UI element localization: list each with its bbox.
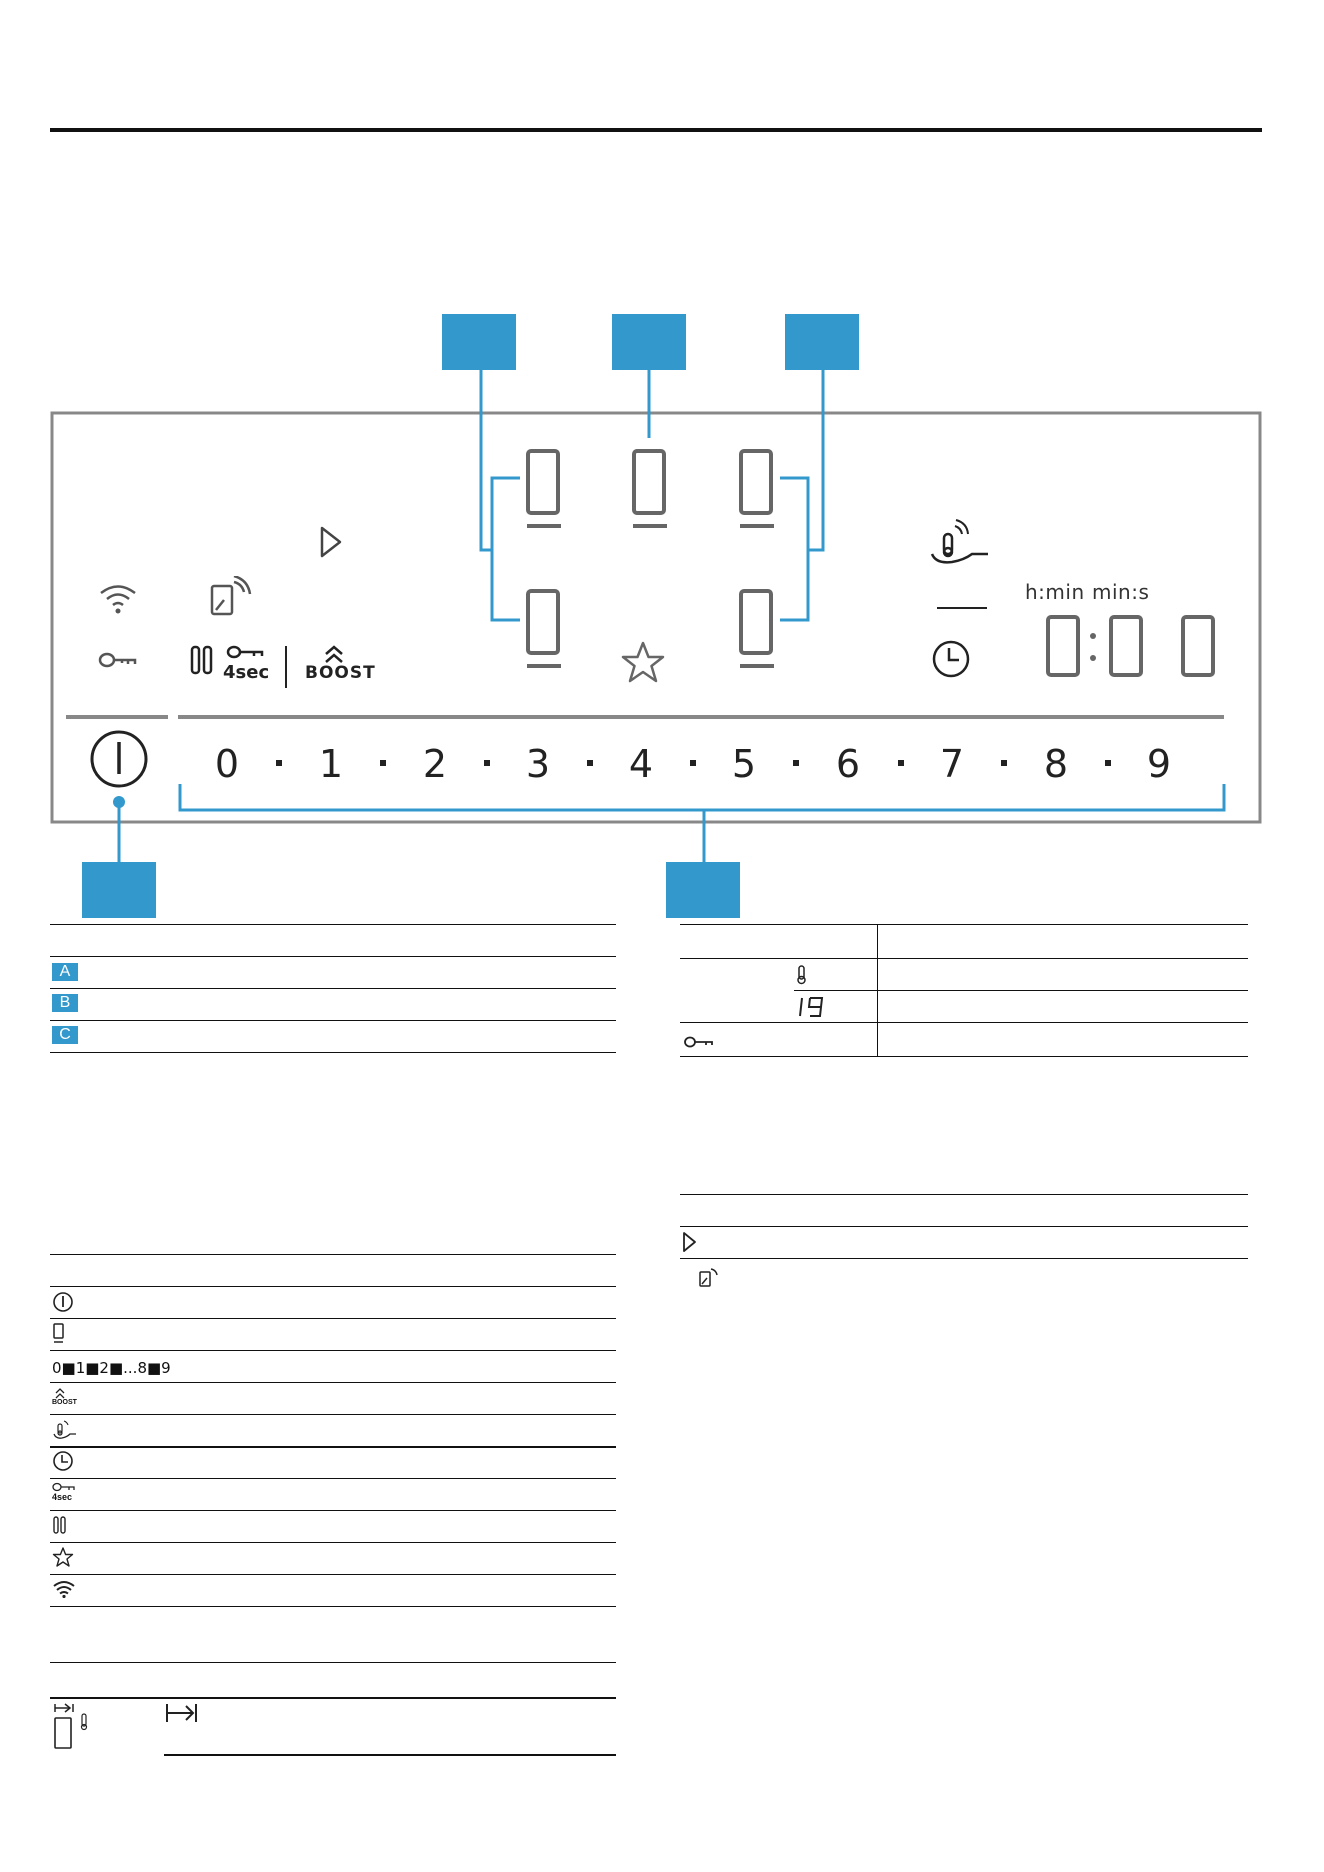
table-rule bbox=[50, 1574, 616, 1575]
key-icon[interactable] bbox=[98, 650, 138, 670]
play-icon[interactable] bbox=[318, 524, 344, 560]
segment-digit-top-3 bbox=[738, 448, 778, 532]
table-rule bbox=[50, 1052, 616, 1053]
wifi-icon bbox=[52, 1580, 76, 1598]
slider-level-8[interactable]: 8 bbox=[1043, 742, 1069, 786]
table-rule bbox=[50, 1606, 616, 1607]
table-rule bbox=[680, 1226, 1248, 1227]
clock-icon[interactable] bbox=[930, 638, 972, 680]
table-rule bbox=[50, 924, 616, 925]
slider-level-3[interactable]: 3 bbox=[525, 742, 551, 786]
key-lock-icon[interactable] bbox=[226, 644, 266, 660]
segment-digit-bottom-2 bbox=[738, 588, 778, 672]
slider-dot bbox=[484, 760, 490, 766]
segment-display-19-icon bbox=[796, 994, 826, 1020]
segment-digit-top-2 bbox=[631, 448, 671, 532]
boost-icon bbox=[52, 1387, 68, 1399]
timer-display bbox=[1045, 614, 1225, 684]
slider-level-2[interactable]: 2 bbox=[422, 742, 448, 786]
slider-dot bbox=[898, 760, 904, 766]
table-rule bbox=[680, 1022, 1248, 1023]
table-rule bbox=[680, 1194, 1248, 1195]
key-lock-icon bbox=[52, 1482, 76, 1492]
table-rule bbox=[50, 1382, 616, 1383]
timer-label-hmin: h:min bbox=[1025, 580, 1085, 604]
table-rule bbox=[50, 1318, 616, 1319]
segment-zero-icon bbox=[52, 1322, 66, 1346]
slider-dot bbox=[276, 760, 282, 766]
boost-chevrons-icon bbox=[323, 644, 345, 664]
table-rule bbox=[50, 1446, 616, 1448]
slider-level-4[interactable]: 4 bbox=[628, 742, 654, 786]
table-rule bbox=[50, 1697, 616, 1699]
key-icon bbox=[683, 1034, 715, 1050]
pause-icon bbox=[52, 1515, 68, 1535]
table-rule bbox=[50, 1414, 616, 1415]
thermometer-icon bbox=[795, 964, 809, 986]
star-icon bbox=[52, 1546, 74, 1568]
slider-level-5[interactable]: 5 bbox=[731, 742, 757, 786]
key-lock-label: 4sec bbox=[223, 662, 270, 683]
slider-level-6[interactable]: 6 bbox=[835, 742, 861, 786]
table-rule bbox=[50, 1020, 616, 1021]
table-rule bbox=[50, 1350, 616, 1351]
phone-connect-icon[interactable] bbox=[208, 576, 252, 620]
table-rule bbox=[50, 1510, 616, 1511]
power-levels-text: 0■1■2■...8■9 bbox=[52, 1359, 171, 1377]
slider-dot bbox=[1105, 760, 1111, 766]
slider-level-7[interactable]: 7 bbox=[939, 742, 965, 786]
table-rule bbox=[50, 1662, 616, 1663]
phone-connect-icon bbox=[698, 1266, 720, 1288]
table-rule bbox=[50, 956, 616, 957]
slider-dot bbox=[793, 760, 799, 766]
slider-level-0[interactable]: 0 bbox=[214, 742, 240, 786]
table-rule bbox=[50, 988, 616, 989]
key-lock-icon-label: 4sec bbox=[52, 1492, 73, 1502]
clock-icon bbox=[52, 1450, 74, 1472]
segment-digit-top-1 bbox=[525, 448, 565, 532]
table-rule bbox=[794, 990, 1248, 991]
timer-label-mins: min:s bbox=[1092, 580, 1150, 604]
slider-dot bbox=[587, 760, 593, 766]
legend-badge-a: A bbox=[52, 963, 78, 981]
slider-level-1[interactable]: 1 bbox=[318, 742, 344, 786]
table-rule bbox=[680, 958, 1248, 959]
boost-label[interactable]: BOOST bbox=[305, 663, 376, 683]
legend-badge-c: C bbox=[52, 1026, 78, 1044]
boost-icon-label: BOOST bbox=[52, 1399, 77, 1406]
table-rule bbox=[680, 1258, 1248, 1259]
legend-badge-b: B bbox=[52, 994, 78, 1012]
table-rule bbox=[164, 1754, 616, 1756]
slider-level-9[interactable]: 9 bbox=[1146, 742, 1172, 786]
transfer-segment-icon bbox=[52, 1702, 94, 1752]
slider-dot bbox=[1001, 760, 1007, 766]
pan-sensor-icon bbox=[52, 1418, 78, 1440]
wifi-icon[interactable] bbox=[98, 582, 138, 614]
slider-dot bbox=[380, 760, 386, 766]
pan-sensor-icon[interactable] bbox=[928, 518, 992, 566]
table-rule bbox=[50, 1542, 616, 1543]
table-rule bbox=[680, 924, 1248, 925]
transfer-arrow-icon bbox=[165, 1702, 199, 1724]
table-rule bbox=[680, 1056, 1248, 1057]
star-icon[interactable] bbox=[620, 640, 666, 684]
segment-digit-bottom-1 bbox=[525, 588, 565, 672]
play-triangle-icon bbox=[682, 1231, 698, 1253]
slider-dot bbox=[690, 760, 696, 766]
table-rule bbox=[50, 1478, 616, 1479]
power-icon bbox=[52, 1291, 74, 1313]
pause-icon[interactable] bbox=[190, 645, 214, 675]
power-button[interactable] bbox=[88, 728, 150, 790]
table-rule bbox=[50, 1254, 616, 1255]
table-rule bbox=[50, 1286, 616, 1287]
